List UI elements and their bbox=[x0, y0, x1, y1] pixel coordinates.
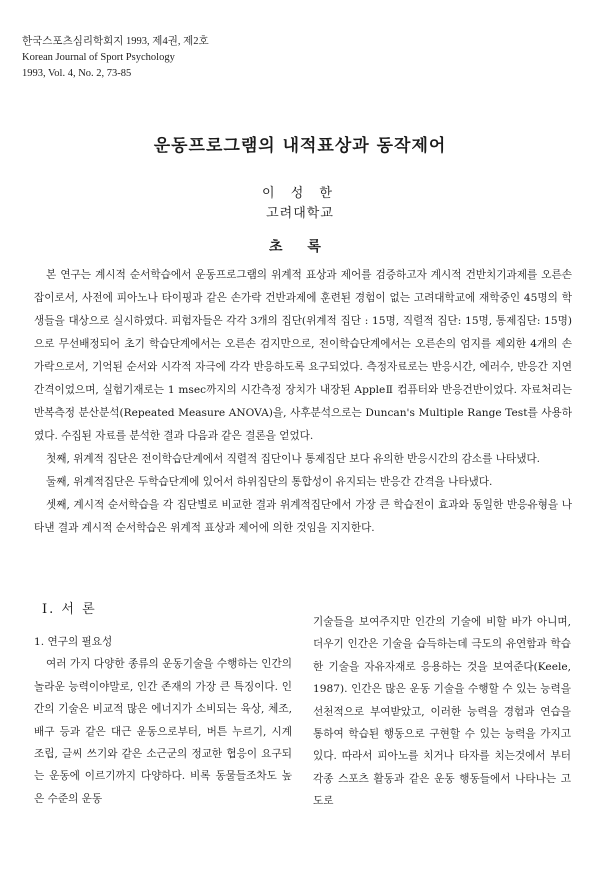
paper-title: 운동프로그램의 내적표상과 동작제어 bbox=[153, 136, 447, 156]
body-column-left bbox=[34, 631, 292, 810]
journal-english-name: Korean Journal of Sport Psychology bbox=[22, 52, 175, 63]
section-heading: Ⅰ. 서 론 bbox=[42, 602, 97, 617]
abstract-heading: 초 록 bbox=[269, 239, 331, 255]
author-name: 이 성 한 bbox=[262, 186, 338, 201]
abstract-paragraph: 첫째, 위계적 집단은 전이학습단계에서 직렬적 집단이나 통제집단 보다 유의한 반응시간의 감소를 나타냈다. bbox=[46, 453, 541, 465]
abstract-paragraph: 둘째, 위계적집단은 두학습단계에 있어서 하위집단의 통합성이 유지되는 반응간 간격을 나타냈다. bbox=[46, 476, 493, 488]
abstract-paragraph: 본 연구는 계시적 순서학습에서 운동프로그램의 위계적 표상과 제어를 검증하고자 계시적 건반치기과제를 오른손 잡이로서, 사전에 피아노나 타이핑과 같은 손가락 건반과제에 훈련된 경험이 없는 고려대학교에 재학중인 45명의 학생들을 대상으로 실시하였다. 피험자들은 각각 3개의 집단(위계적 집단 : 15명, 직렬적 집단: 15명, 통제집단: 15명)으로 무선배정되어 초기 학습단계에서는 오른손 검지만으로, 전이학습단계에서는 오른손의 엄지를 제외한 4개의 손가락으로서, 기억된 순서와 시각적 자극에 각각 반응하도록 요구되었다. 측정자료로는 반응시간, 에러수, 반응간 지연간격이었으며, 실험기재로는 1 msec까지의 시간측정 장치가 내장된 AppleⅡ 컴퓨터와 반응건반이었다. 자료처리는 반복측정 분산분석(Repeated Measure ANOVA)을, 사후분석으로는 Duncan's Multiple Range Test를 사용하였다. 수집된 자료를 분석한 결과 다음과 같은 결론을 얻었다. bbox=[34, 269, 572, 442]
journal-korean-name: 한국스포츠심리학회지 1993, 제4권, 제2호 bbox=[22, 36, 209, 47]
subsection-heading: 1. 연구의 필요성 bbox=[34, 636, 113, 648]
abstract-body bbox=[34, 264, 572, 540]
body-paragraph: 여러 가지 다양한 종류의 운동기술을 수행하는 인간의 놀라운 능력이야말로, 인간 존재의 가장 큰 특징이다. 인간의 기술은 비교적 많은 에너지가 소비되는 육상, 체조, 배구 등과 같은 대근 운동으로부터, 버튼 누르기, 시계 조립, 글씨 쓰기와 같은 소근군의 정교한 협응이 요구되는 운동에 이르기까지 다양하다. 비록 동물들조차도 높은 수준의 운동 bbox=[34, 658, 292, 805]
body-column-right bbox=[313, 611, 571, 813]
author-affiliation: 고려대학교 bbox=[266, 206, 334, 221]
journal-header bbox=[22, 34, 209, 82]
journal-volume: 1993, Vol. 4, No. 2, 73-85 bbox=[22, 68, 132, 79]
body-paragraph: 기술들을 보여주지만 인간의 기술에 비할 바가 아니며, 더우기 인간은 기술을 습득하는데 극도의 유연함과 학습한 기술을 자유자재로 응용하는 것을 보여준다(Keele, 1987). 인간은 많은 운동 기술을 수행할 수 있는 능력을 선천적으로 부여받았고, 이러한 능력을 경험과 연습을 통하여 학습된 행동으로 구현할 수 있는 능력을 가지고 있다. 따라서 피아노를 치거나 타자를 치는것에서 부터 각종 스포츠 활동과 같은 운동 행동들에서 나타나는 고도로 bbox=[313, 616, 571, 808]
abstract-paragraph: 셋째, 계시적 순서학습을 각 집단별로 비교한 결과 위계적집단에서 가장 큰 학습전이 효과와 동일한 반응유형을 나타낸 결과 계시적 순서학습은 위계적 표상과 제어에 의한 것임을 지지한다. bbox=[34, 499, 572, 534]
